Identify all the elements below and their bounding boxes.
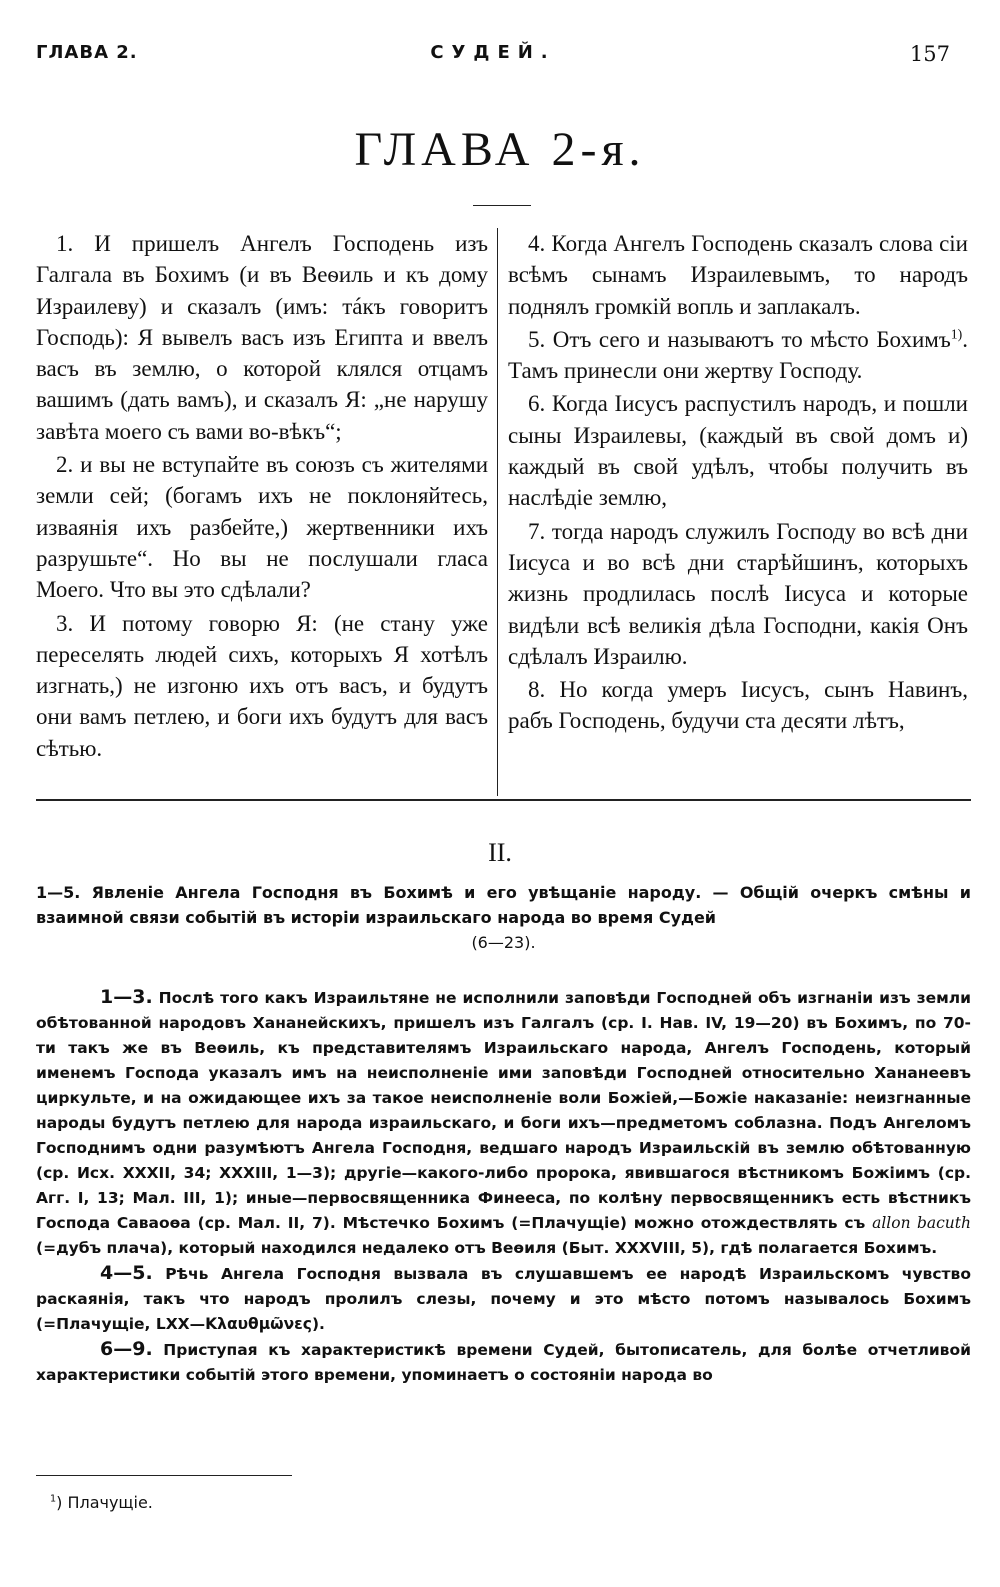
verse-7: 7. тогда народъ служилъ Господу во всѣ дни Іисуса и во всѣ дни старѣйшинъ, которыхъ жизнь продлилась послѣ Іисуса и которые видѣли всѣ великія дѣла Господни, какія Онъ сдѣлалъ Израилю.: [508, 518, 968, 669]
verse-5-text: 5. Отъ сего и называютъ то мѣсто Бохимъ: [528, 326, 951, 352]
verse-6: 6. Когда Іисусъ распустилъ народъ, и пошли сыны Израилевы, (каждый въ свой домъ и) каждый въ свой удѣлъ, чтобы получить въ наслѣдіе землю,: [508, 391, 968, 511]
commentary-summary: [36, 880, 971, 955]
commentary-body: [36, 985, 971, 1388]
verse-ref: 1—3.: [100, 986, 153, 1008]
commentary-title: II.: [488, 838, 512, 867]
commentary-italic: allon bacuth: [872, 1214, 971, 1232]
footnote: [50, 1493, 153, 1512]
commentary-text: Приступая къ характеристикѣ времени Судей, бытописатель, для болѣе отчетливой характеристики событій этого времени, упоминаетъ о состояніи народа во: [36, 1341, 972, 1384]
footnote-rule: [36, 1475, 292, 1476]
verse-8: 8. Но когда умеръ Іисусъ, сынъ Навинъ, рабъ Господень, будучи ста десяти лѣтъ,: [508, 677, 968, 734]
verse-ref: 6—9.: [100, 1338, 153, 1360]
header-book: СУДЕЙ.: [430, 42, 556, 63]
commentary-text: (=дубъ плача), который находился недалеко отъ Веѳиля (Быт. XXXVIII, 5), гдѣ полагается Бохимъ.: [36, 1239, 938, 1257]
footnote-marker: 1: [50, 1493, 57, 1505]
verse-ref: 4—5.: [100, 1262, 153, 1284]
page-number: 157: [909, 42, 950, 66]
verse-2: 2. и вы не вступайте въ союзъ съ жителями земли сей; (богамъ ихъ не поклоняйтесь, изваянія ихъ разбейте,) жертвенники ихъ разрушьте“. Но вы не послушали гласа Моего. Что вы это сдѣлали?: [36, 452, 488, 603]
header-chapter: ГЛАВА 2.: [36, 42, 138, 63]
right-column: [508, 228, 968, 739]
chapter-title: ГЛАВА 2-я.: [354, 123, 646, 176]
verse-1: 1. И пришелъ Ангелъ Господень изъ Галгала въ Бохимъ (и въ Веѳиль и къ дому Израилеву) и сказалъ (имъ: тáкъ говоритъ Господь): Я вывелъ васъ изъ Египта и ввелъ васъ въ землю, о которой клялся отцамъ вашимъ (дать вамъ), и сказалъ Я: „не нарушу завѣта моего съ вами во-вѣкъ“;: [36, 231, 488, 444]
verse-3: 3. И потому говорю Я: (не стану уже переселять людей сихъ, которыхъ Я хотѣлъ изгнать,) не изгоню ихъ отъ васъ, и будутъ они вамъ петлею, и боги ихъ будутъ для васъ сѣтью.: [36, 610, 488, 761]
running-header: [36, 42, 950, 72]
column-divider: [497, 228, 498, 796]
verse-4: 4. Когда Ангелъ Господень сказалъ слова сіи всѣмъ сынамъ Израилевымъ, то народъ поднялъ громкій вопль и заплакалъ.: [508, 231, 968, 319]
title-rule: [473, 205, 531, 206]
commentary-paragraph: [36, 1261, 971, 1337]
section-rule: [36, 799, 971, 801]
summary-tail: (6—23).: [471, 933, 536, 952]
summary-text: 1—5. Явленіе Ангела Господня въ Бохимѣ и его увѣщаніе народу. — Общій очеркъ смѣны и взаимной связи событій въ исторіи израильскаго народа во время Судей: [36, 883, 971, 927]
left-column: [36, 228, 488, 766]
verse-5: 5. Отъ сего и называютъ то мѣсто Бохимъ$^{1)}$. Тамъ принесли они жертву Господу.: [508, 326, 968, 384]
commentary-text: Рѣчь Ангела Господня вызвала въ слушавшемъ ее народѣ Израильскомъ чувство раскаянія, такъ что народъ пролилъ слезы, почему и это мѣсто потомъ называлось Бохимъ (=Плачущіе, LXX—Κλαυθμῶνες).: [36, 1265, 971, 1333]
verse-5-cont: Тамъ принесли они жертву Господу.: [508, 358, 863, 384]
footnote-text: ) Плачущіе.: [56, 1493, 153, 1512]
scripture-columns: [36, 228, 971, 798]
commentary-paragraph: [36, 1337, 971, 1388]
footnote-ref[interactable]: 1): [950, 326, 963, 342]
commentary-text: Послѣ того какъ Израильтяне не исполнили заповѣди Господней объ изгнаніи изъ земли обѣтованной народовъ Хананейскихъ, пришелъ изъ Галгалъ (ср. I. Нав. IV, 19—20) въ Бохимъ, по 70-ти такъ же въ Веѳиль, къ представителямъ Израильскаго народа, Ангелъ Господень, который именемъ Господа указалъ имъ на неисполненіе ими заповѣди Господней относительно Хананеевъ циркульте, и на ожидающее ихъ за такое неисполненіе воли Божіей,—Божіе наказаніе: неизгнанные народы будутъ петлею для народа израильскаго, и боги ихъ—предметомъ соблазна. Подъ Ангеломъ Господнимъ одни разумѣютъ Ангела Господня, ведшаго народъ Израильскій въ землю обѣтованную (ср. Исх. XXXII, 34; XXXIII, 1—3); другіе—какого-либо пророка, явившагося вѣстникомъ Божіимъ (ср. Агг. I, 13; Мал. III, 1); иные—первосвященника Финееса, по колѣну первосвященникъ есть вѣстникъ Господа Саваоѳа (ср. Мал. II, 7). Мѣстечко Бохимъ (=Плачущіе) можно отождествлять съ: [36, 989, 971, 1232]
commentary-paragraph: [36, 985, 971, 1261]
